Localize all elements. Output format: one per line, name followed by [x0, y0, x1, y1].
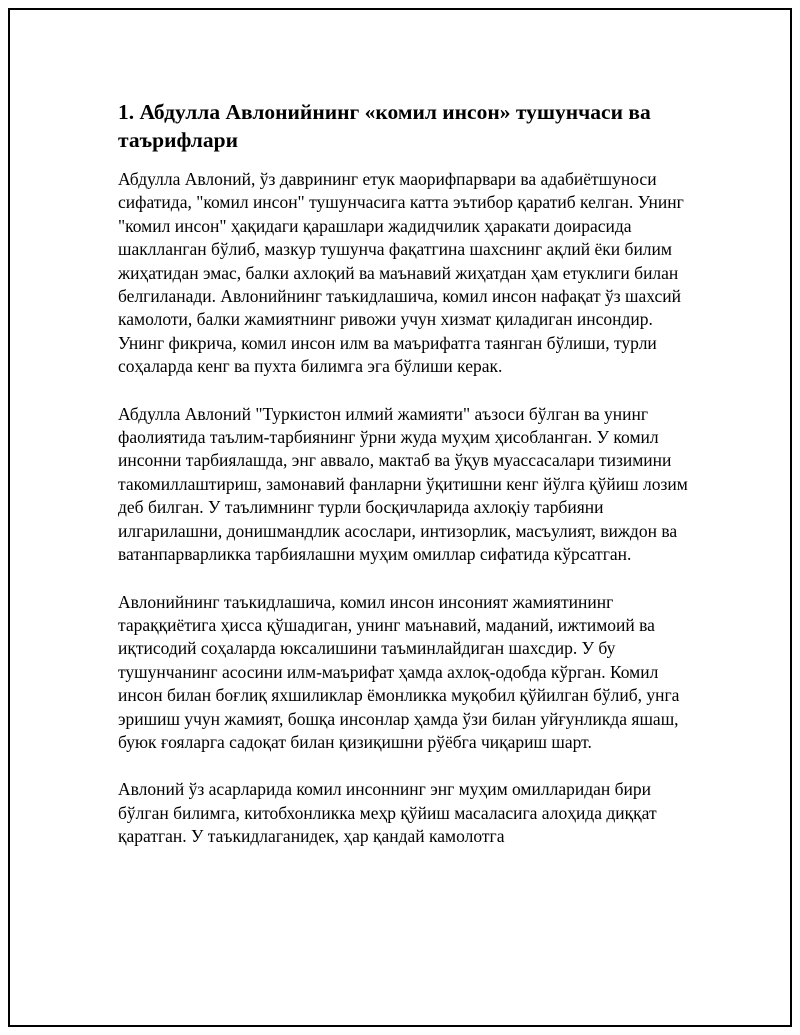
paragraph-1: Абдулла Авлоний, ўз даврининг етук маорифпарвари ва адабиётшуноси сифатида, "комил инсон" тушунчасига катта эътибор қаратиб келган. Унинг "комил инсон" ҳақидаги қарашлари жадидчилик ҳаракати доирасида шаклланган бўлиб, мазкур тушунча фақатгина шахснинг ақлий ёки билим жиҳатидан эмас, балки ахлоқий ва маънавий жиҳатдан ҳам етуклиги билан белгиланади. Авлонийнинг таъкидлашича, комил инсон нафақат ўз шахсий камолоти, балки жамиятнинг ривожи учун хизмат қиладиган инсондир. Унинг фикрича, комил инсон илм ва маърифатга таянган бўлиши, турли соҳаларда кенг ва пухта билимга эга бўлиши керак. [118, 169, 684, 377]
document-content [118, 98, 688, 873]
paragraph-3: Авлонийнинг таъкидлашича, комил инсон инсоният жамиятининг тараққиётига ҳисса қўшадиган, унинг маънавий, маданий, ижтимоий ва иқтисодий соҳаларда юксалишини таъминлайдиган шахсдир. У бу тушунчанинг асосини илм-маърифат ҳамда ахлоқ-одобда кўрган. Комил инсон билан боғлиқ яхшиликлар ёмонликка муқобил қўйилган бўлиб, унга эришиш учун жамият, бошқа инсонлар ҳамда ўзи билан уйғунликда яшаш, буюк ғояларга садоқат билан қизиқишни рўёбга чиқариш шарт. [118, 591, 680, 752]
paragraph-2: Абдулла Авлоний "Туркистон илмий жамияти" аъзоси бўлган ва унинг фаолиятида таълим-тарбиянинг ўрни жуда муҳим ҳисобланган. У комил инсонни тарбиялашда, энг аввало, мактаб ва ўқув муассасалари тизимини такомиллаштириш, замонавий фанларни ўқитишни кенг йўлга қўйиш лозим деб билган. У таълимнинг турли босқичларида ахлоқiу тарбияни илгарилашни, донишмандлик асослари, интизорлик, масъулият, виждон ва ватанпарварликка тарбиялашни муҳим омиллар сифатида кўрсатган. [118, 403, 688, 565]
section-heading: 1. Абдулла Авлонийнинг «комил инсон» тушунчаси ва таърифлари [118, 100, 651, 152]
paragraph-4: Авлоний ўз асарларида комил инсоннинг энг муҳим омилларидан бири бўлган билимга, китобхонликка меҳр қўйиш масаласига алоҳида диққат қаратган. У таъкидлаганидек, ҳар қандай камолотга [118, 779, 657, 847]
document-page [8, 8, 792, 1027]
